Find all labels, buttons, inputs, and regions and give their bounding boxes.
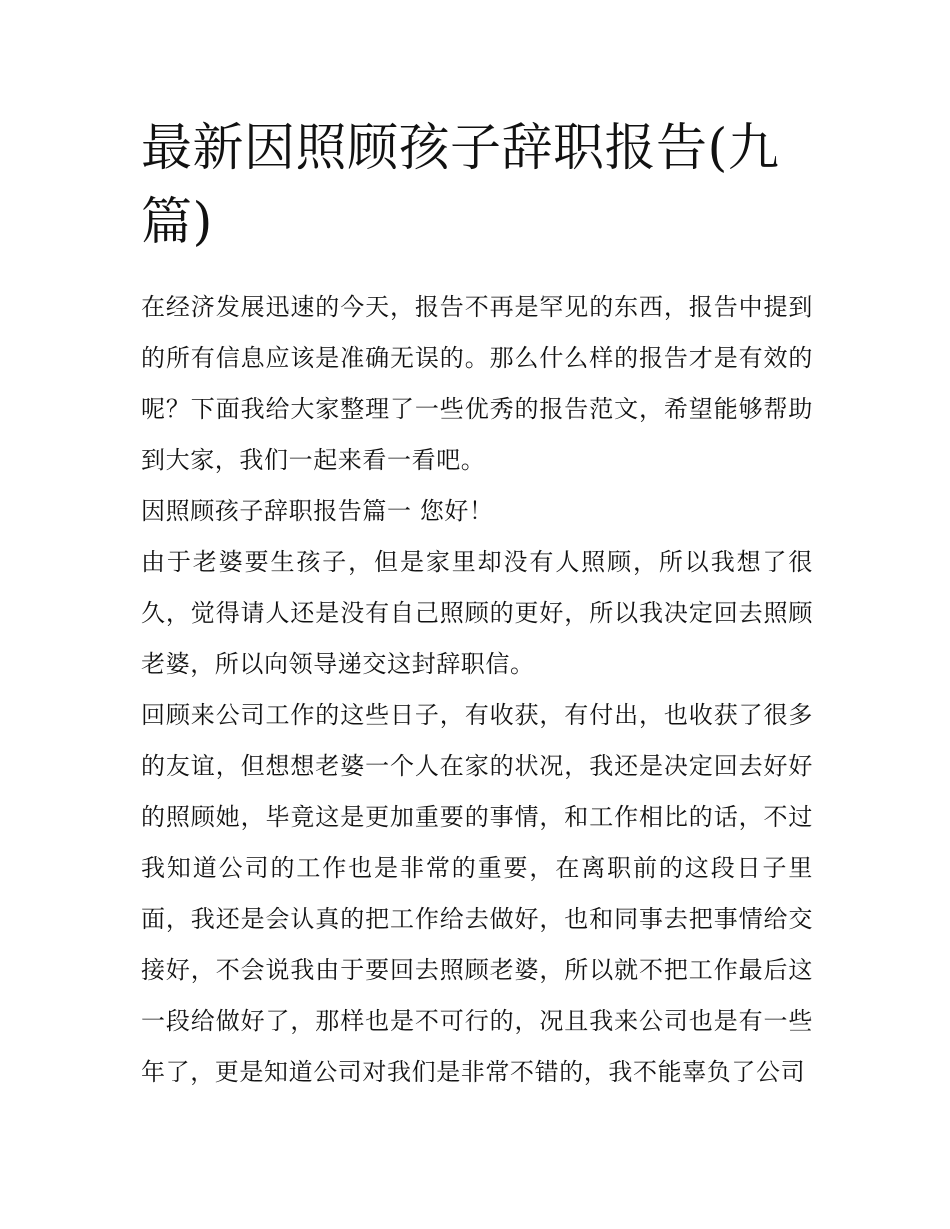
body-paragraph: 由于老婆要生孩子，但是家里却没有人照顾，所以我想了很久，觉得请人还是没有自己照顾的更好，所以我决定回去照顾老婆，所以向领导递交这封辞职信。 [141, 548, 813, 678]
document-title: 最新因照顾孩子辞职报告(九篇) [141, 119, 780, 252]
document-page [141, 112, 813, 1098]
intro-paragraph: 在经济发展迅速的今天，报告不再是罕见的东西，报告中提到的所有信息应该是准确无误的。那么什么样的报告才是有效的呢？下面我给大家整理了一些优秀的报告范文，希望能够帮助到大家，我们一起来看一看吧。 [141, 293, 813, 474]
document-body [141, 282, 813, 1098]
section-heading-greeting: 因照顾孩子辞职报告篇一 您好！ [141, 497, 494, 525]
body-paragraph: 回顾来公司工作的这些日子，有收获，有付出，也收获了很多的友谊，但想想老婆一个人在家的状况，我还是决定回去好好的照顾她，毕竟这是更加重要的事情，和工作相比的话，不过我知道公司的工作也是非常的重要，在离职前的这段日子里面，我还是会认真的把工作给去做好，也和同事去把事情给交接好，不会说我由于要回去照顾老婆，所以就不把工作最后这一段给做好了，那样也是不可行的，况且我来公司也是有一些年了，更是知道公司对我们是非常不错的，我不能辜负了公司 [141, 701, 813, 1086]
